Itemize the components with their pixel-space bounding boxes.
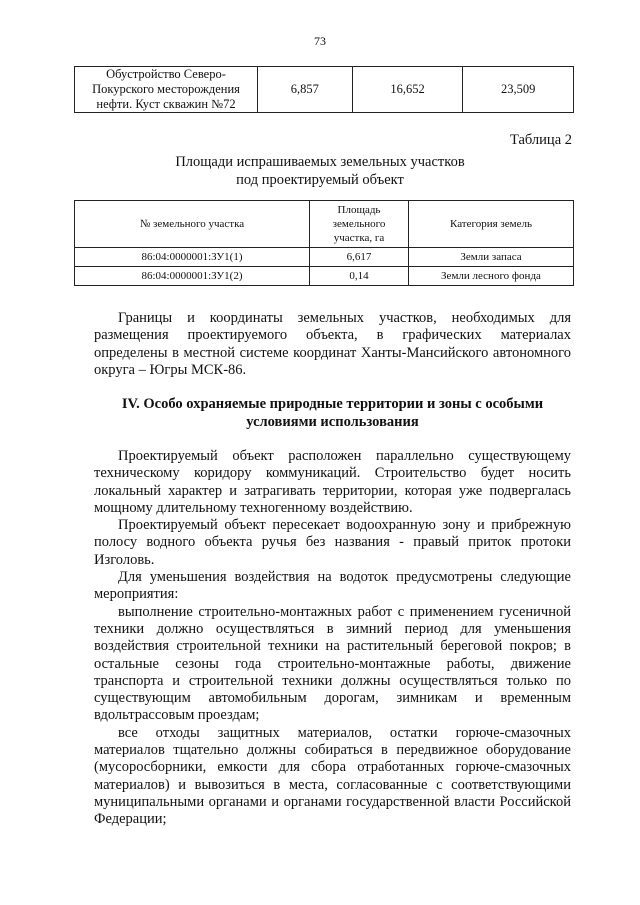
table-cell: 0,14 bbox=[310, 267, 409, 286]
paragraph: все отходы защитных материалов, остатки горюче-смазочных материалов тщательно должны собираться в передвижное оборудование (мусоросборники, емкости для сбора отработанных горюче-смазочных материалов) и вывозиться в места, согласованные с соответствующими муниципальными органами и органами государственной власти Российской Федерации; bbox=[94, 724, 571, 828]
header-cell: Площадь земельного участка, га bbox=[310, 201, 409, 248]
table-caption: Таблица 2 bbox=[509, 132, 572, 148]
header-cell: Категория земель bbox=[409, 201, 574, 248]
land-plots-table bbox=[74, 200, 574, 286]
table-header-row bbox=[75, 201, 574, 248]
table-cell-name: Обустройство Северо-Покурского месторождения нефти. Куст скважин №72 bbox=[75, 67, 258, 113]
table-cell: 6,617 bbox=[310, 248, 409, 267]
paragraph: выполнение строительно-монтажных работ с применением гусеничной техники должно осуществляться в зимний период для уменьшения воздействия строительной техники на растительный береговой покров; в остальные сезоны года строительно-монтажные работы, движение транспорта и строительной техники должны осуществляться только по существующим автомобильным дорогам, зимникам и временным вдольтрассовым проездам; bbox=[94, 603, 571, 724]
paragraph: Для уменьшения воздействия на водоток предусмотрены следующие мероприятия: bbox=[94, 569, 571, 603]
section-body bbox=[94, 448, 571, 829]
table-cell: 86:04:0000001:ЗУ1(1) bbox=[75, 248, 310, 267]
boundaries-text-block bbox=[94, 310, 571, 379]
paragraph: Проектируемый объект расположен параллельно существующему техническому коридору коммуникаций. Строительство будет носить локальный характер и затрагивать территории, которая уже подвергалась мощному длительному техногенному воздействию. bbox=[94, 448, 571, 516]
table-title bbox=[0, 153, 640, 189]
table-row bbox=[75, 248, 574, 267]
table-title-line: Площади испрашиваемых земельных участков bbox=[175, 154, 465, 170]
table-cell: Земли лесного фонда bbox=[409, 267, 574, 286]
table-cell: 23,509 bbox=[463, 67, 574, 113]
table-row bbox=[75, 267, 574, 286]
paragraph: Границы и координаты земельных участков, необходимых для размещения проектируемого объекта, в графических материалах определены в местной системе координат Ханты-Мансийского автономного округа – Югры МСК-86. bbox=[94, 310, 571, 378]
table-row bbox=[75, 67, 574, 113]
table-title-line: под проектируемый объект bbox=[236, 172, 404, 188]
page-number: 73 bbox=[314, 34, 326, 48]
paragraph: Проектируемый объект пересекает водоохранную зону и прибрежную полосу водного объекта ручья без названия - правый приток протоки Изголовь. bbox=[94, 517, 571, 568]
table-cell: Земли запаса bbox=[409, 248, 574, 267]
table-cell: 86:04:0000001:ЗУ1(2) bbox=[75, 267, 310, 286]
table-cell: 16,652 bbox=[352, 67, 463, 113]
header-cell: № земельного участка bbox=[75, 201, 310, 248]
continued-table bbox=[74, 66, 574, 113]
section-heading: IV. Особо охраняемые природные территории и зоны с особыми условиями использования bbox=[121, 396, 544, 430]
table-cell: 6,857 bbox=[258, 67, 353, 113]
